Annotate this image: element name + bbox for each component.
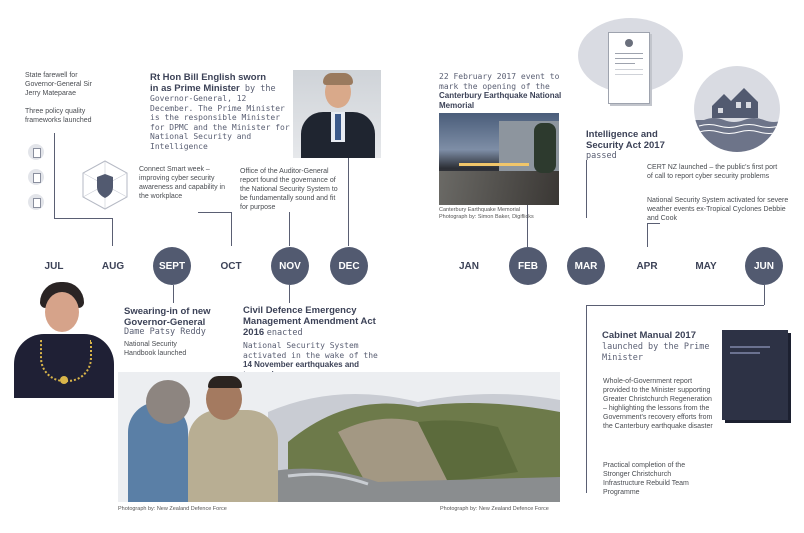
intel-act-passed: passed [586,151,617,161]
month-nov-dot: NOV [271,247,309,285]
document-icon [28,194,44,210]
cabinet-manual-book [722,330,788,420]
earthquake-landscape-photo [118,372,560,502]
month-dec-dot: DEC [330,247,368,285]
scirt-text: Practical completion of the Stronger Christchurch Infrastructure Rebuild Team Programme [603,462,689,496]
memorial-text: 22 February 2017 event to mark the opening of the Canterbury Earthquake National Memorial [439,72,562,110]
month-mar-dot: MAR [567,247,605,285]
month-aug: AUG [101,261,125,272]
photo-caption-right: Photograph by: New Zealand Defence Force [440,506,549,512]
handbook-text: National Security Handbook launched [124,341,187,357]
nss-weather-text: National Security System activated for severe weather events ex-Tropical Cyclones Debbie and Cook [647,197,789,222]
bill-english-photo [293,70,381,158]
jul-farewell-text: State farewell for Governor-General Sir Jerry Mateparae [25,72,92,97]
month-may: MAY [695,261,717,272]
intel-act-heading: Intelligence and Security Act 2017 [586,129,665,151]
month-sept-dot: SEPT [153,247,191,285]
cert-nz-text: CERT NZ launched – the public's first port of call to report cyber security problems [647,164,778,180]
month-jul: JUL [44,261,64,272]
month-jan: JAN [458,261,479,272]
bill-english-text: Governor-General, 12 December. The Prime Minister is the responsible Minister for DPMC and the Minister for National Security and Intelligence [150,94,290,151]
patsy-reddy-photo [10,278,120,398]
month-apr: APR [636,261,658,272]
flood-house-icon [694,66,780,152]
photo-caption-left: Photograph by: New Zealand Defence Force [118,506,227,512]
month-feb-dot: FEB [509,247,547,285]
civil-defence-heading: Civil Defence Emergency Management Amendment Act 2016 enacted [243,305,376,338]
swearing-in-heading: Swearing-in of new Governor-General [124,306,211,328]
bill-english-heading: Rt Hon Bill English sworn in as Prime Minister by the [150,72,276,94]
cabinet-manual-heading: Cabinet Manual 2017 launched by the Prime Minister [602,330,710,363]
shield-icon [79,159,131,211]
memorial-photo [439,113,559,205]
memorial-caption-2: Photograph by: Simon Baker, Digiflicks [439,214,534,220]
connect-smart-text: Connect Smart week – improving cyber security awareness and capability in the workplace [139,166,225,200]
month-jun-dot: JUN [745,247,783,285]
memorial-caption-1: Canterbury Earthquake Memorial [439,207,521,213]
act-document-icon [608,32,650,104]
wog-report-text: Whole-of-Government report provided to the Minister supporting Greater Christchurch Regeneration – highlighting the lessons from the Government's recovery efforts from the Canterbury earthquake disaster [603,378,713,430]
document-icon [28,169,44,185]
jul-frameworks-text: Three policy quality frameworks launched [25,108,92,124]
month-oct: OCT [220,261,242,272]
document-icon [28,144,44,160]
swearing-in-name: Dame Patsy Reddy [124,327,206,337]
auditor-general-text: Office of the Auditor-General report found the governance of the National Security System to be fundamentally sound and fit for purpose [240,168,338,211]
nss-november-text: National Security System activated in the wake of the 14 November earthquakes and [243,341,378,369]
